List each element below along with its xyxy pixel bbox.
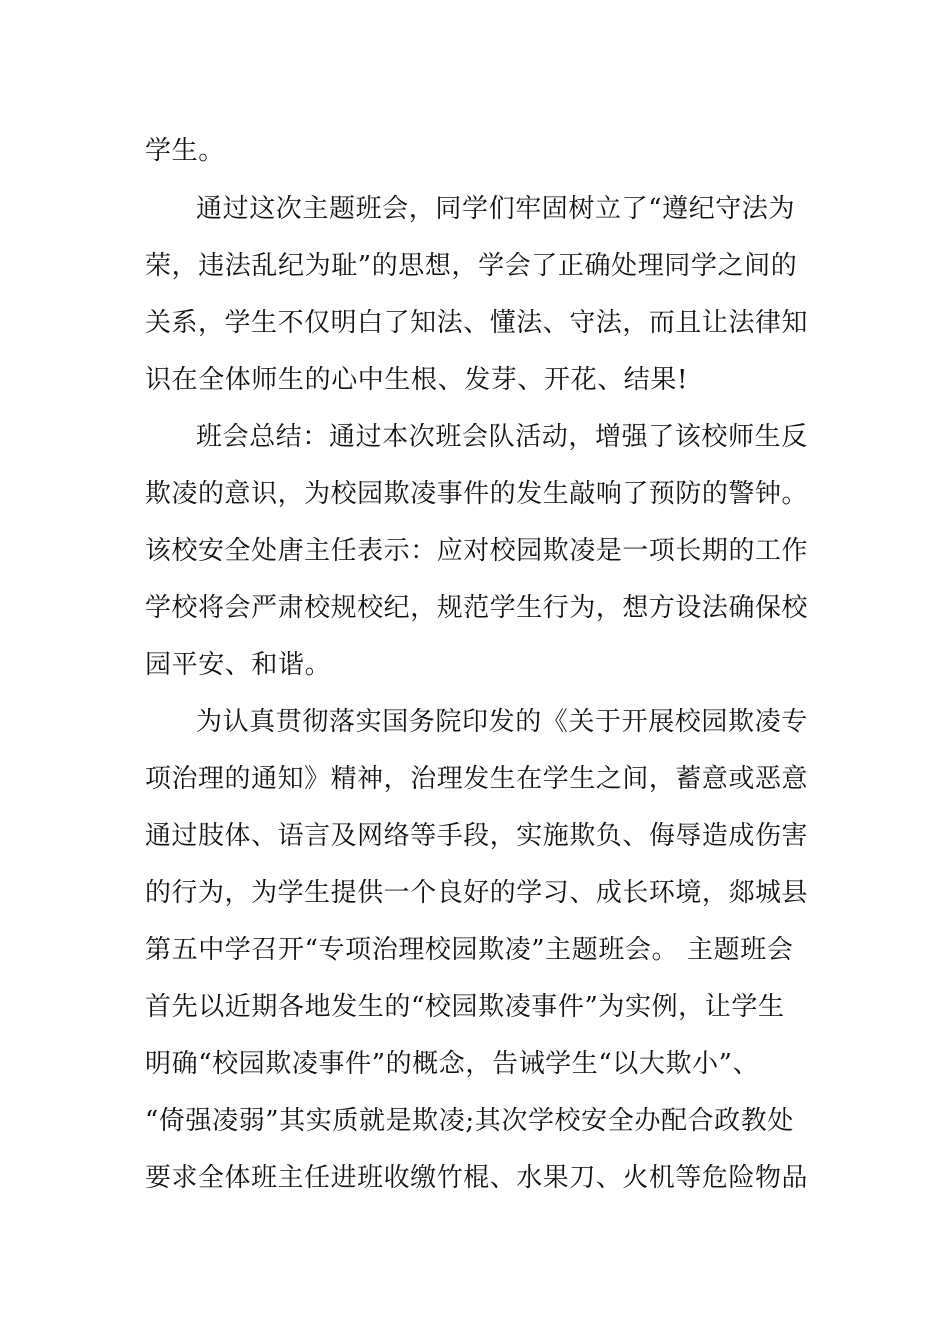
text-line: 通过肢体、语言及网络等手段，实施欺负、侮辱造成伤害 — [145, 821, 809, 851]
text-line: 该校安全处唐主任表示：应对校园欺凌是一项长期的工作 — [145, 536, 809, 566]
paragraph-first-line: 通过这次主题班会，同学们牢固树立了“遵纪守法为 — [196, 194, 796, 224]
text-line: 明确“校园欺凌事件”的概念，告诫学生“以大欺小”、 — [145, 1049, 760, 1079]
text-line: 项治理的通知》精神，治理发生在学生之间，蓄意或恶意 — [145, 764, 809, 794]
text-line: 要求全体班主任进班收缴竹棍、水果刀、火机等危险物品 — [145, 1163, 809, 1193]
text-line: 关系，学生不仅明白了知法、懂法、守法，而且让法律知 — [145, 308, 809, 338]
text-line: 首先以近期各地发生的“校园欺凌事件”为实例，让学生 — [145, 992, 785, 1022]
text-line: 第五中学召开“专项治理校园欺凌”主题班会。 主题班会 — [145, 935, 794, 965]
text-line: 的行为，为学生提供一个良好的学习、成长环境，郯城县 — [145, 878, 809, 908]
text-line: 荣，违法乱纪为耻”的思想，学会了正确处理同学之间的 — [145, 251, 798, 281]
text-line: 识在全体师生的心中生根、发芽、开花、结果! — [145, 365, 689, 395]
text-line: “倚强凌弱”其实质就是欺凌;其次学校安全办配合政教处 — [145, 1106, 794, 1136]
text-line: 园平安、和谐。 — [145, 650, 332, 680]
text-line: 欺凌的意识，为校园欺凌事件的发生敲响了预防的警钟。 — [145, 479, 809, 509]
text-line: 学生。 — [145, 136, 225, 166]
paragraph-first-line: 为认真贯彻落实国务院印发的《关于开展校园欺凌专 — [196, 707, 808, 737]
paragraph-first-line: 班会总结：通过本次班会队活动，增强了该校师生反 — [196, 422, 808, 452]
text-line: 学校将会严肃校规校纪，规范学生行为，想方设法确保校 — [145, 593, 809, 623]
